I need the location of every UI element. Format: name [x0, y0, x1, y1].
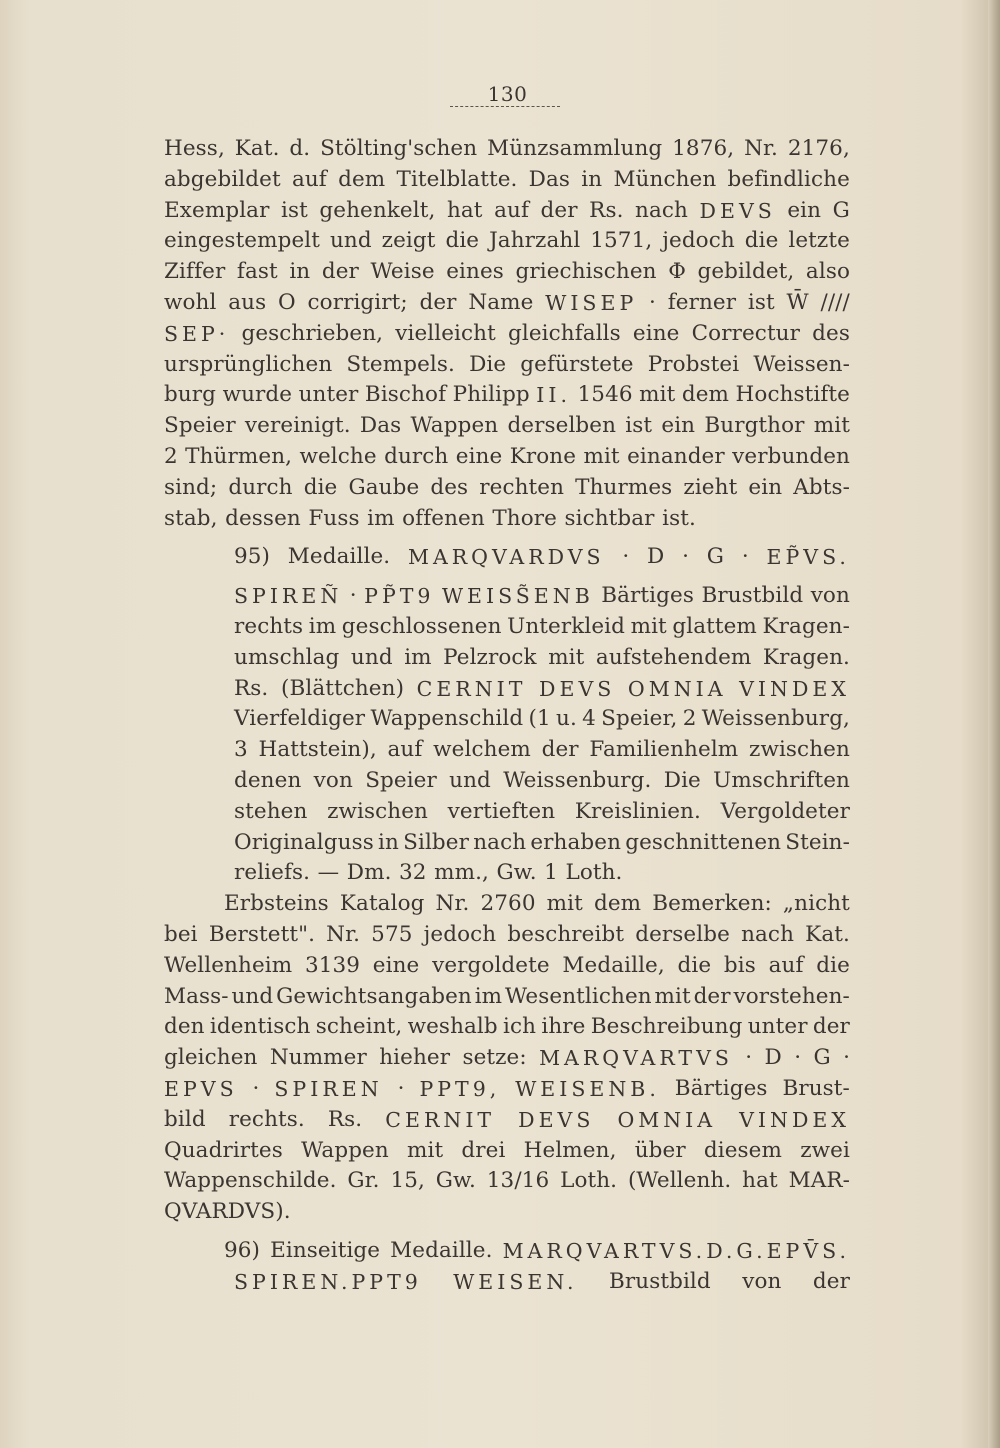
text-line: abgebildet auf dem Titelblatte. Das in München befindliche [164, 166, 850, 192]
text-line: burg wurde unter Bischof Philipp II. 1546 mit dem Hochstifte [164, 382, 850, 408]
text-line: Ziffer fast in der Weise eines griechischen Φ gebildet, also [164, 259, 850, 285]
body-text [164, 134, 850, 1297]
text-line: eingestempelt und zeigt die Jahrzahl 1571, jedoch die letzte [164, 228, 850, 254]
text-line: Mass- und Gewichtsangaben im Wesentlichen mit der vorstehen- [164, 983, 850, 1009]
text-line: Hess, Kat. d. Stölting'schen Münzsammlung 1876, Nr. 2176, [164, 136, 850, 161]
text-line: reliefs. — Dm. 32 mm., Gw. 1 Loth. [234, 860, 623, 886]
text-line: ursprünglichen Stempels. Die gefürstete Probstei Weissen- [164, 351, 850, 377]
text-line: stehen zwischen vertieften Kreislinien. Vergoldeter [234, 798, 850, 824]
text-line: Exemplar ist gehenkelt, hat auf der Rs. nach DEVS ein G [164, 197, 850, 223]
text-line: umschlag und im Pelzrock mit aufstehendem Kragen. [234, 644, 850, 670]
text-line: rechts im geschlossenen Unterkleid mit glattem Kragen- [234, 613, 850, 639]
text-line: denen von Speier und Weissenburg. Die Umschriften [234, 767, 850, 793]
text-line: Wappenschilde. Gr. 15, Gw. 13/16 Loth. (Wellenh. hat MAR- [164, 1168, 850, 1194]
text-line: Speier vereinigt. Das Wappen derselben ist ein Burgthor mit [164, 413, 850, 439]
entry-96-heading: 96) Einseitige Medaille. MARQVARTVS.D.G.EPV̄S. [224, 1237, 850, 1263]
page-number-rule [450, 106, 560, 107]
text-line: den identisch scheint, weshalb ich ihre Beschreibung unter der [164, 1014, 850, 1040]
text-line: Quadrirtes Wappen mit drei Helmen, über diesem zwei [164, 1137, 850, 1163]
text-line: Rs. (Blättchen) CERNIT DEVS OMNIA VINDEX [234, 675, 850, 701]
text-line: bild rechts. Rs. CERNIT DEVS OMNIA VINDEX [164, 1106, 850, 1132]
text-line: 2 Thürmen, welche durch eine Krone mit einander verbunden [164, 443, 850, 469]
text-line: SPIREN.PPT9 WEISEN. Brustbild von der [234, 1268, 850, 1294]
text-line: stab, dessen Fuss im offenen Thore sichtbar ist. [164, 505, 696, 531]
page-edge [988, 0, 1000, 1448]
text-line: QVARDVS). [164, 1199, 291, 1225]
entry-95-heading: 95) Medaille. MARQVARDVS · D · G · EP̃VS. [234, 544, 850, 570]
text-line: SEP· geschrieben, vielleicht gleichfalls eine Correctur des [164, 320, 850, 346]
page-number: 130 [487, 82, 528, 106]
text-line: Erbsteins Katalog Nr. 2760 mit dem Bemerken: „nicht [224, 891, 850, 917]
text-line: SPIREÑ · PP̃T9 WEISS̃ENB Bärtiges Brustbild von [234, 583, 850, 609]
text-line: EPVS · SPIREN · PPT9, WEISENB. Bärtiges Brust- [164, 1075, 850, 1101]
text-line: gleichen Nummer hieher setze: MARQVARTVS · D · G · [164, 1045, 850, 1071]
text-line: Originalguss in Silber nach erhaben geschnittenen Stein- [234, 829, 850, 855]
text-line: Wellenheim 3139 eine vergoldete Medaille, die bis auf die [164, 952, 850, 978]
text-line: bei Berstett". Nr. 575 jedoch beschreibt derselbe nach Kat. [164, 921, 850, 947]
text-line: Vierfeldiger Wappenschild (1 u. 4 Speier, 2 Weissenburg, [234, 706, 850, 732]
text-line: wohl aus O corrigirt; der Name WISEP · ferner ist W̄ //// [164, 289, 850, 315]
text-line: 3 Hattstein), auf welchem der Familienhelm zwischen [234, 737, 850, 763]
text-line: sind; durch die Gaube des rechten Thurmes zieht ein Abts- [164, 474, 850, 500]
